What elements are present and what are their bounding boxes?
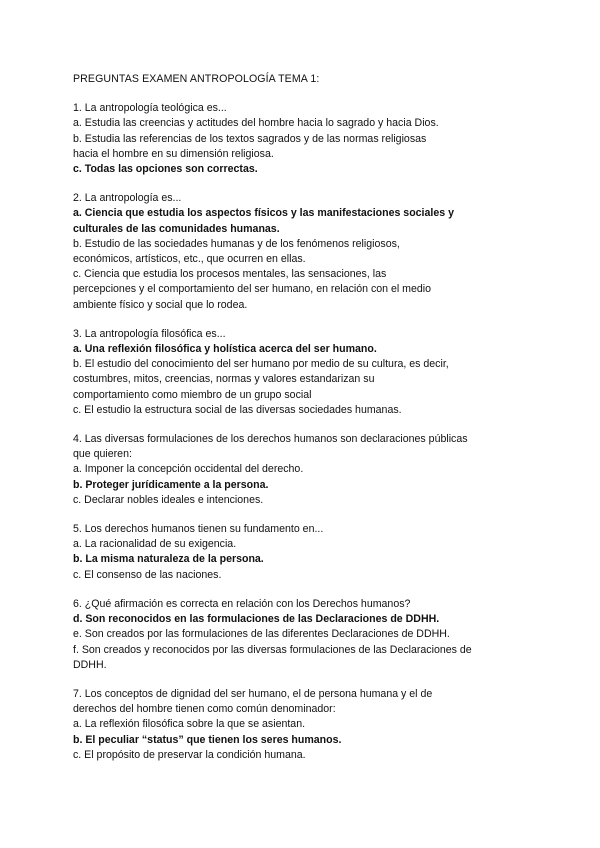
correct-answer-option: d. Son reconocidos en las formulaciones de las Declaraciones de DDHH. <box>73 613 440 626</box>
answer-option: c. El consenso de las naciones. <box>73 568 222 581</box>
question-block <box>73 101 533 177</box>
document-title: PREGUNTAS EXAMEN ANTROPOLOGÍA TEMA 1: <box>73 73 320 85</box>
question-block <box>73 687 533 763</box>
answer-option: b. El estudio del conocimiento del ser humano por medio de su cultura, es decir, <box>73 358 449 371</box>
answer-option: e. Son creados por las formulaciones de las diferentes Declaraciones de DDHH. <box>73 628 450 641</box>
question-block <box>73 327 533 418</box>
question-text: 1. La antropología teológica es... <box>73 102 227 115</box>
question-text: 7. Los conceptos de dignidad del ser humano, el de persona humana y el de <box>73 687 433 700</box>
correct-answer-option: culturales de las comunidades humanas. <box>73 222 280 235</box>
answer-option: f. Son creados y reconocidos por las diversas formulaciones de las Declaraciones de <box>73 643 472 656</box>
correct-answer-option: a. Ciencia que estudia los aspectos físicos y las manifestaciones sociales y <box>73 207 454 220</box>
answer-option: económicos, artísticos, etc., que ocurren en ellas. <box>73 253 306 266</box>
question-block <box>73 597 533 673</box>
question-block <box>73 191 533 313</box>
answer-option: c. Ciencia que estudia los procesos mentales, las sensaciones, las <box>73 268 387 281</box>
correct-answer-option: b. El peculiar “status” que tienen los seres humanos. <box>73 733 342 746</box>
correct-answer-option: b. La misma naturaleza de la persona. <box>73 553 264 566</box>
question-block <box>73 522 533 583</box>
question-list <box>73 101 533 763</box>
correct-answer-option: c. Todas las opciones son correctas. <box>73 163 258 176</box>
answer-option: percepciones y el comportamiento del ser humano, en relación con el medio <box>73 283 432 296</box>
answer-option: a. La reflexión filosófica sobre la que se asientan. <box>73 718 306 731</box>
answer-option: hacia el hombre en su dimensión religiosa. <box>73 147 274 160</box>
question-text: 6. ¿Qué afirmación es correcta en relación con los Derechos humanos? <box>73 597 411 610</box>
question-text: 4. Las diversas formulaciones de los derechos humanos son declaraciones públicas <box>73 433 468 446</box>
answer-option: c. El estudio la estructura social de las diversas sociedades humanas. <box>73 403 402 416</box>
correct-answer-option: a. Una reflexión filosófica y holística acerca del ser humano. <box>73 343 377 356</box>
answer-option: DDHH. <box>73 658 107 671</box>
answer-option: a. Imponer la concepción occidental del derecho. <box>73 463 304 476</box>
question-text: derechos del hombre tienen como común denominador: <box>73 703 336 716</box>
question-text: 2. La antropología es... <box>73 192 182 205</box>
question-block <box>73 432 533 508</box>
answer-option: c. El propósito de preservar la condición humana. <box>73 748 306 761</box>
answer-option: a. Estudia las creencias y actitudes del hombre hacia lo sagrado y hacia Dios. <box>73 117 439 130</box>
question-text: que quieren: <box>73 448 132 461</box>
question-text: 5. Los derechos humanos tienen su fundamento en... <box>73 523 324 536</box>
answer-option: a. La racionalidad de su exigencia. <box>73 538 237 551</box>
question-text: 3. La antropología filosófica es... <box>73 327 226 340</box>
document-page <box>73 72 533 777</box>
answer-option: ambiente físico y social que lo rodea. <box>73 298 248 311</box>
answer-option: c. Declarar nobles ideales e intenciones. <box>73 493 264 506</box>
answer-option: costumbres, mitos, creencias, normas y valores estandarizan su <box>73 373 375 386</box>
answer-option: comportamiento como miembro de un grupo social <box>73 388 312 401</box>
answer-option: b. Estudio de las sociedades humanas y de los fenómenos religiosos, <box>73 237 400 250</box>
answer-option: b. Estudia las referencias de los textos sagrados y de las normas religiosas <box>73 132 427 145</box>
correct-answer-option: b. Proteger jurídicamente a la persona. <box>73 478 269 491</box>
